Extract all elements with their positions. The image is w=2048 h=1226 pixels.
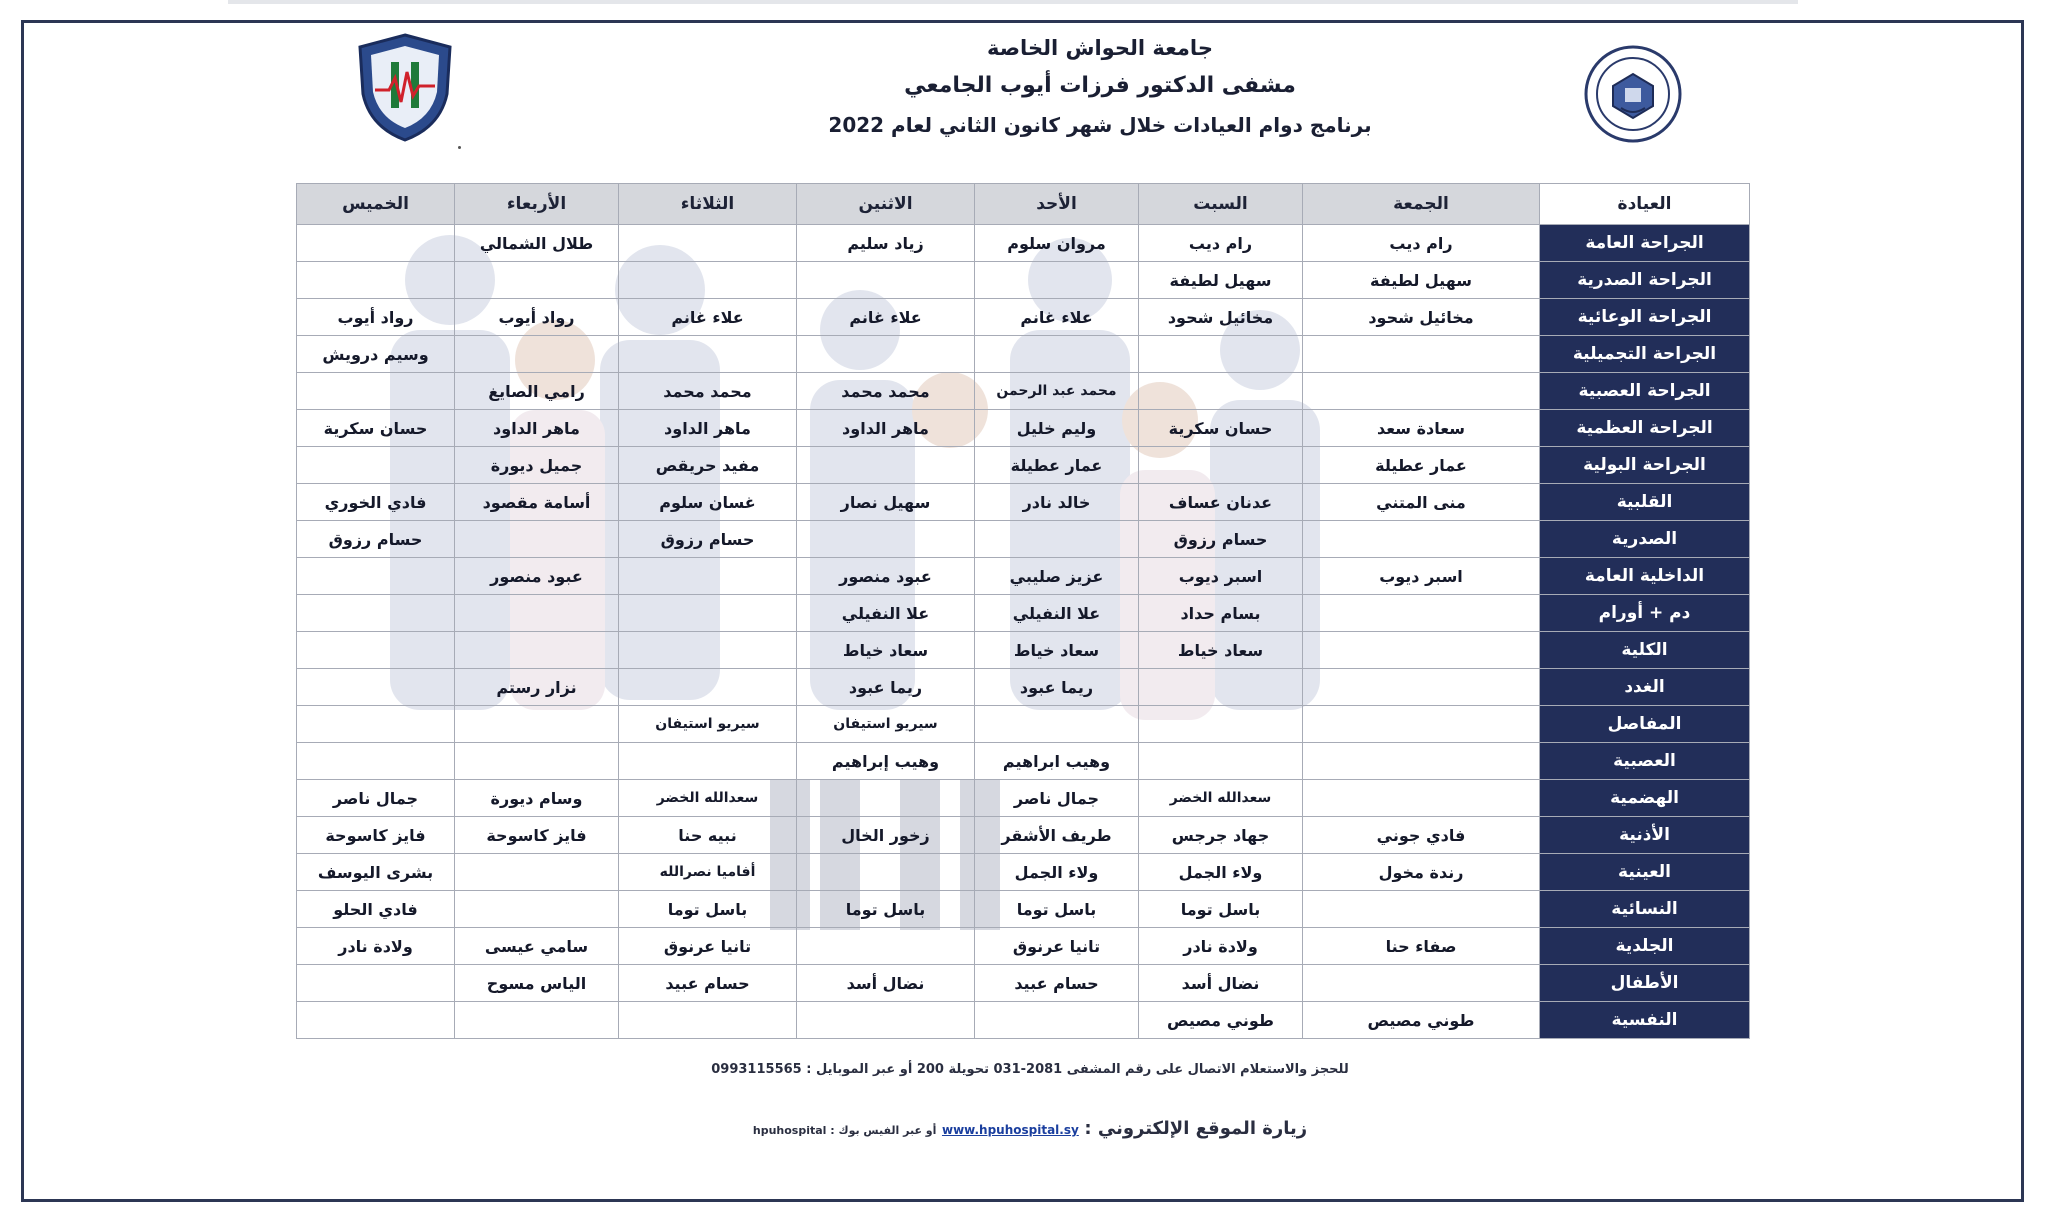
hospital-shield-logo [355, 32, 455, 144]
column-header-thursday: الخميس [297, 184, 455, 225]
doctor-cell: جمال ناصر [975, 780, 1139, 817]
doctor-cell [455, 891, 619, 928]
table-row [297, 743, 1750, 780]
table-row [297, 706, 1750, 743]
header-row [297, 184, 1750, 225]
doctor-cell: سهيل نصار [797, 484, 975, 521]
clinic-name-cell: الجراحة العامة [1540, 225, 1750, 262]
doctor-cell: سيريو استيفان [619, 706, 797, 743]
stray-dot [458, 146, 461, 149]
doctor-cell [619, 595, 797, 632]
doctor-cell [797, 1002, 975, 1039]
clinic-name-cell: العصبية [1540, 743, 1750, 780]
table-row [297, 817, 1750, 854]
doctor-cell [1139, 706, 1303, 743]
table-row [297, 225, 1750, 262]
doctor-cell: اسبر ديوب [1303, 558, 1540, 595]
doctor-cell: طوني مصيص [1139, 1002, 1303, 1039]
clinic-name-cell: الأذنية [1540, 817, 1750, 854]
clinic-name-cell: العينية [1540, 854, 1750, 891]
doctor-cell: ولاء الجمل [975, 854, 1139, 891]
university-title: جامعة الحواش الخاصة [987, 36, 1213, 60]
doctor-cell [297, 743, 455, 780]
doctor-cell: نبيه حنا [619, 817, 797, 854]
doctor-cell: محمد محمد [619, 373, 797, 410]
doctor-cell [1303, 669, 1540, 706]
clinic-name-cell: الجراحة التجميلية [1540, 336, 1750, 373]
doctor-cell [297, 632, 455, 669]
doctor-cell: فايز كاسوحة [297, 817, 455, 854]
doctor-cell [619, 632, 797, 669]
doctor-cell [455, 854, 619, 891]
table-row [297, 484, 1750, 521]
doctor-cell [455, 521, 619, 558]
doctor-cell: علاء غانم [797, 299, 975, 336]
doctor-cell: فادي الخوري [297, 484, 455, 521]
clinic-name-cell: الجراحة العظمية [1540, 410, 1750, 447]
doctor-cell [975, 706, 1139, 743]
website-info [600, 1118, 1460, 1139]
booking-info: للحجز والاستعلام الاتصال على رقم المشفى 2081-031 تحويلة 200 أو عبر الموبايل : 0993115565 [711, 1062, 1349, 1077]
table-row [297, 891, 1750, 928]
doctor-cell: علاء غانم [975, 299, 1139, 336]
doctor-cell [297, 373, 455, 410]
doctor-cell: سعاد خياط [797, 632, 975, 669]
clinic-name-cell: الجراحة الوعائية [1540, 299, 1750, 336]
table-row [297, 447, 1750, 484]
column-header-tuesday: الثلاثاء [619, 184, 797, 225]
doctor-cell: منى المتني [1303, 484, 1540, 521]
doctor-cell: نضال أسد [1139, 965, 1303, 1002]
doctor-cell: حسام عبيد [975, 965, 1139, 1002]
doctor-cell [619, 558, 797, 595]
table-row [297, 262, 1750, 299]
clinic-schedule-table [296, 183, 1750, 1039]
doctor-cell: عبود منصور [455, 558, 619, 595]
doctor-cell: سهيل لطيفة [1303, 262, 1540, 299]
doctor-cell: سعدالله الخضر [619, 780, 797, 817]
doctor-cell [975, 521, 1139, 558]
doctor-cell: باسل توما [975, 891, 1139, 928]
doctor-cell: باسل توما [1139, 891, 1303, 928]
table-row [297, 965, 1750, 1002]
doctor-cell: سعادة سعد [1303, 410, 1540, 447]
doctor-cell: ولادة نادر [1139, 928, 1303, 965]
clinic-name-cell: القلبية [1540, 484, 1750, 521]
clinic-name-cell: الجراحة الصدرية [1540, 262, 1750, 299]
doctor-cell: مخائيل شحود [1303, 299, 1540, 336]
doctor-cell: صفاء حنا [1303, 928, 1540, 965]
hospital-title: مشفى الدكتور فرزات أيوب الجامعي [904, 73, 1296, 98]
doctor-cell [1303, 706, 1540, 743]
doctor-cell [455, 595, 619, 632]
doctor-cell: سهيل لطيفة [1139, 262, 1303, 299]
doctor-cell [455, 1002, 619, 1039]
doctor-cell: ريما عبود [975, 669, 1139, 706]
doctor-cell [297, 1002, 455, 1039]
doctor-cell: سعاد خياط [975, 632, 1139, 669]
doctor-cell [297, 262, 455, 299]
doctor-cell: حسان سكرية [297, 410, 455, 447]
doctor-cell: وهيب ابراهيم [975, 743, 1139, 780]
doctor-cell [797, 447, 975, 484]
doctor-cell: طوني مصيص [1303, 1002, 1540, 1039]
doctor-cell [455, 706, 619, 743]
doctor-cell: ريما عبود [797, 669, 975, 706]
column-header-friday: الجمعة [1303, 184, 1540, 225]
doctor-cell [1303, 743, 1540, 780]
doctor-cell [797, 336, 975, 373]
doctor-cell [619, 225, 797, 262]
doctor-cell: فادي الحلو [297, 891, 455, 928]
doctor-cell [297, 706, 455, 743]
clinic-name-cell: المفاصل [1540, 706, 1750, 743]
program-title: برنامج دوام العيادات خلال شهر كانون الثاني لعام 2022 [828, 113, 1372, 137]
doctor-cell [297, 595, 455, 632]
column-header-sunday: الأحد [975, 184, 1139, 225]
doctor-cell: الياس مسوح [455, 965, 619, 1002]
doctor-cell [1303, 336, 1540, 373]
doctor-cell [975, 1002, 1139, 1039]
doctor-cell: بشرى اليوسف [297, 854, 455, 891]
doctor-cell: رامي الصايغ [455, 373, 619, 410]
doctor-cell [797, 521, 975, 558]
doctor-cell: وسيم درويش [297, 336, 455, 373]
clinic-name-cell: الكلية [1540, 632, 1750, 669]
doctor-cell: سعاد خياط [1139, 632, 1303, 669]
doctor-cell [1303, 521, 1540, 558]
doctor-cell [797, 262, 975, 299]
doctor-cell: علاء غانم [619, 299, 797, 336]
doctor-cell: مفيد حريقص [619, 447, 797, 484]
doctor-cell: ماهر الداود [797, 410, 975, 447]
doctor-cell [619, 743, 797, 780]
table-row [297, 595, 1750, 632]
clinic-name-cell: دم + أورام [1540, 595, 1750, 632]
doctor-cell: سعدالله الخضر [1139, 780, 1303, 817]
doctor-cell [455, 743, 619, 780]
doctor-cell [1303, 373, 1540, 410]
doctor-cell: عبود منصور [797, 558, 975, 595]
doctor-cell: محمد محمد [797, 373, 975, 410]
doctor-cell [455, 336, 619, 373]
column-header-monday: الاثنين [797, 184, 975, 225]
doctor-cell: علا النفيلي [975, 595, 1139, 632]
doctor-cell: رام ديب [1139, 225, 1303, 262]
doctor-cell: تانيا عرنوق [619, 928, 797, 965]
table-row [297, 558, 1750, 595]
doctor-cell: جهاد جرجس [1139, 817, 1303, 854]
doctor-cell: حسام عبيد [619, 965, 797, 1002]
doctor-cell [797, 854, 975, 891]
doctor-cell [619, 336, 797, 373]
doctor-cell: أفاميا نصرالله [619, 854, 797, 891]
doctor-cell [1139, 373, 1303, 410]
doctor-cell: علا النفيلي [797, 595, 975, 632]
doctor-cell: سيريو استيفان [797, 706, 975, 743]
doctor-cell: عدنان عساف [1139, 484, 1303, 521]
doctor-cell: طلال الشمالي [455, 225, 619, 262]
doctor-cell: باسل توما [797, 891, 975, 928]
doctor-cell [619, 262, 797, 299]
doctor-cell [975, 336, 1139, 373]
doctor-cell: نضال أسد [797, 965, 975, 1002]
doctor-cell: خالد نادر [975, 484, 1139, 521]
doctor-cell: مخائيل شحود [1139, 299, 1303, 336]
doctor-cell: حسان سكرية [1139, 410, 1303, 447]
doctor-cell: اسبر ديوب [1139, 558, 1303, 595]
doctor-cell: ولاء الجمل [1139, 854, 1303, 891]
table-row [297, 669, 1750, 706]
doctor-cell: وهيب إبراهيم [797, 743, 975, 780]
clinic-name-cell: الجلدية [1540, 928, 1750, 965]
doctor-cell [455, 632, 619, 669]
clinic-name-cell: الداخلية العامة [1540, 558, 1750, 595]
doctor-cell: وليم خليل [975, 410, 1139, 447]
doctor-cell: ماهر الداود [455, 410, 619, 447]
doctor-cell: وسام ديورة [455, 780, 619, 817]
doctor-cell: طريف الأشقر [975, 817, 1139, 854]
facebook-info: أو عبر الفيس بوك : hpuhospital [752, 1124, 937, 1137]
table-row [297, 632, 1750, 669]
schedule-body [297, 225, 1750, 1039]
doctor-cell [297, 225, 455, 262]
doctor-cell [1139, 447, 1303, 484]
doctor-cell [1303, 632, 1540, 669]
table-row [297, 373, 1750, 410]
doctor-cell: باسل توما [619, 891, 797, 928]
doctor-cell [1303, 965, 1540, 1002]
column-header-saturday: السبت [1139, 184, 1303, 225]
doctor-cell [1303, 595, 1540, 632]
table-row [297, 928, 1750, 965]
doctor-cell: ولادة نادر [297, 928, 455, 965]
doctor-cell: حسام رزوق [297, 521, 455, 558]
top-strip [228, 0, 1798, 4]
table-row [297, 1002, 1750, 1039]
doctor-cell [1139, 336, 1303, 373]
website-link[interactable]: www.hpuhospital.sy [941, 1123, 1079, 1137]
clinic-name-cell: الجراحة البولية [1540, 447, 1750, 484]
doctor-cell: رواد أيوب [455, 299, 619, 336]
doctor-cell [619, 1002, 797, 1039]
clinic-name-cell: الأطفال [1540, 965, 1750, 1002]
doctor-cell [297, 965, 455, 1002]
column-header-clinic: العيادة [1540, 184, 1750, 225]
clinic-name-cell: الصدرية [1540, 521, 1750, 558]
doctor-cell: جميل ديورة [455, 447, 619, 484]
doctor-cell [1139, 669, 1303, 706]
doctor-cell: زياد سليم [797, 225, 975, 262]
doctor-cell [975, 262, 1139, 299]
doctor-cell: حسام رزوق [1139, 521, 1303, 558]
doctor-cell [297, 669, 455, 706]
doctor-cell: عزيز صليبي [975, 558, 1139, 595]
doctor-cell: مروان سلوم [975, 225, 1139, 262]
clinic-name-cell: الجراحة العصبية [1540, 373, 1750, 410]
doctor-cell [797, 928, 975, 965]
doctor-cell [297, 447, 455, 484]
column-header-wednesday: الأربعاء [455, 184, 619, 225]
doctor-cell: تانيا عرنوق [975, 928, 1139, 965]
table-row [297, 780, 1750, 817]
doctor-cell: ماهر الداود [619, 410, 797, 447]
doctor-cell: رواد أيوب [297, 299, 455, 336]
table-row [297, 299, 1750, 336]
doctor-cell: عمار عطيلة [1303, 447, 1540, 484]
doctor-cell [797, 780, 975, 817]
clinic-name-cell: النسائية [1540, 891, 1750, 928]
doctor-cell [297, 558, 455, 595]
doctor-cell: عمار عطيلة [975, 447, 1139, 484]
table-row [297, 854, 1750, 891]
table-row [297, 336, 1750, 373]
doctor-cell: بسام حداد [1139, 595, 1303, 632]
table-row [297, 410, 1750, 447]
clinic-name-cell: النفسية [1540, 1002, 1750, 1039]
doctor-cell: سامي عيسى [455, 928, 619, 965]
doctor-cell [1139, 743, 1303, 780]
doctor-cell: أسامة مقصود [455, 484, 619, 521]
doctor-cell: رام ديب [1303, 225, 1540, 262]
doctor-cell: جمال ناصر [297, 780, 455, 817]
doctor-cell: رندة مخول [1303, 854, 1540, 891]
doctor-cell: زخور الخال [797, 817, 975, 854]
clinic-name-cell: الغدد [1540, 669, 1750, 706]
doctor-cell: فادي جوني [1303, 817, 1540, 854]
clinic-name-cell: الهضمية [1540, 780, 1750, 817]
doctor-cell: فايز كاسوحة [455, 817, 619, 854]
header-titles [600, 30, 1600, 144]
doctor-cell: محمد عبد الرحمن [975, 373, 1139, 410]
table-row [297, 521, 1750, 558]
doctor-cell [455, 262, 619, 299]
doctor-cell: نزار رستم [455, 669, 619, 706]
doctor-cell [1303, 891, 1540, 928]
website-label: زيارة الموقع الإلكتروني : [1084, 1118, 1308, 1139]
doctor-cell [619, 669, 797, 706]
doctor-cell: غسان سلوم [619, 484, 797, 521]
doctor-cell [1303, 780, 1540, 817]
doctor-cell: حسام رزوق [619, 521, 797, 558]
